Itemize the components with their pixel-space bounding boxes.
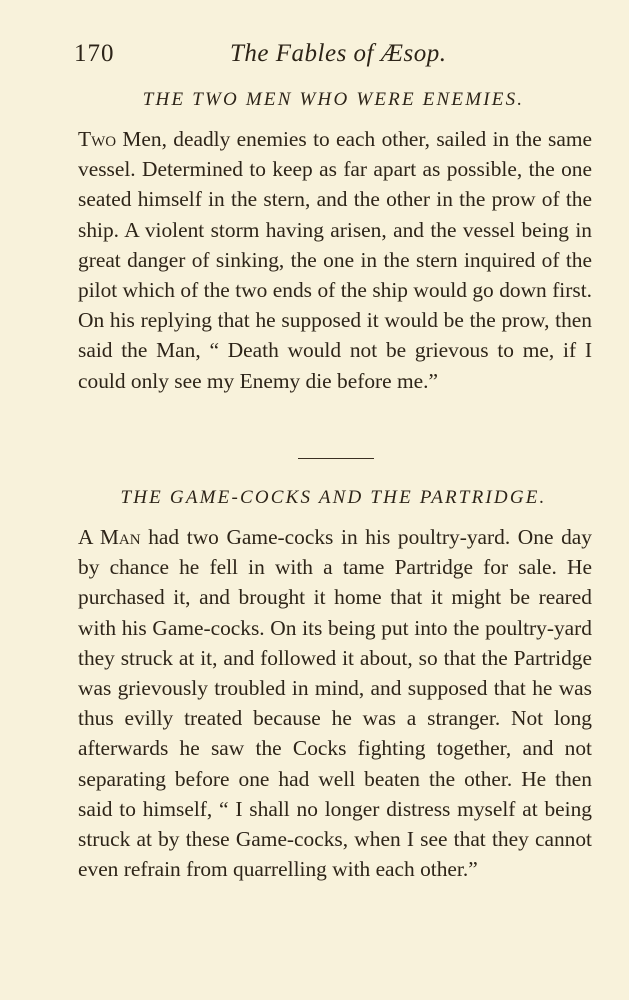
book-title: The Fables of Æsop. (230, 40, 447, 67)
fable-opening-word: A Man (78, 525, 141, 549)
page-number: 170 (74, 40, 115, 67)
section-divider (298, 458, 374, 459)
fable-text: had two Game-cocks in his poultry-yard. One day by chance he fell in with a tame Partridge for sale. He purchased it, and brought it home that it might be reared with his Game-cocks. On its being put into the poultry-yard they struck at it, and followed it about, so that the Partridge was grievously troubled in mind, and supposed that he was thus evilly treated because he was a stranger. Not long afterwards he saw the Cocks fighting together, and not separating before one had well beaten the other. He then said to himself, “ I shall no longer distress myself at being struck at by these Game-cocks, when I see that they cannot even refrain from quarrelling with each other.” (78, 525, 592, 882)
fable-body-game-cocks (78, 522, 592, 884)
fable-title-two-men: THE TWO MEN WHO WERE ENEMIES. (142, 89, 525, 110)
running-head (74, 40, 544, 68)
fable-title-game-cocks: THE GAME-COCKS AND THE PARTRIDGE. (120, 487, 547, 508)
fable-text: Men, deadly enemies to each other, sailed in the same vessel. Determined to keep as far apart as possible, the one seated himself in the stern, and the other in the prow of the ship. A violent storm having arisen, and the vessel being in great danger of sinking, the one in the stern inquired of the pilot which of the two ends of the ship would go down first. On his replying that he supposed it would be the prow, then said the Man, “ Death would not be grievous to me, if I could only see my Enemy die before me.” (78, 127, 592, 393)
fable-opening-word: Two (78, 127, 117, 151)
fable-body-two-men (78, 124, 592, 396)
